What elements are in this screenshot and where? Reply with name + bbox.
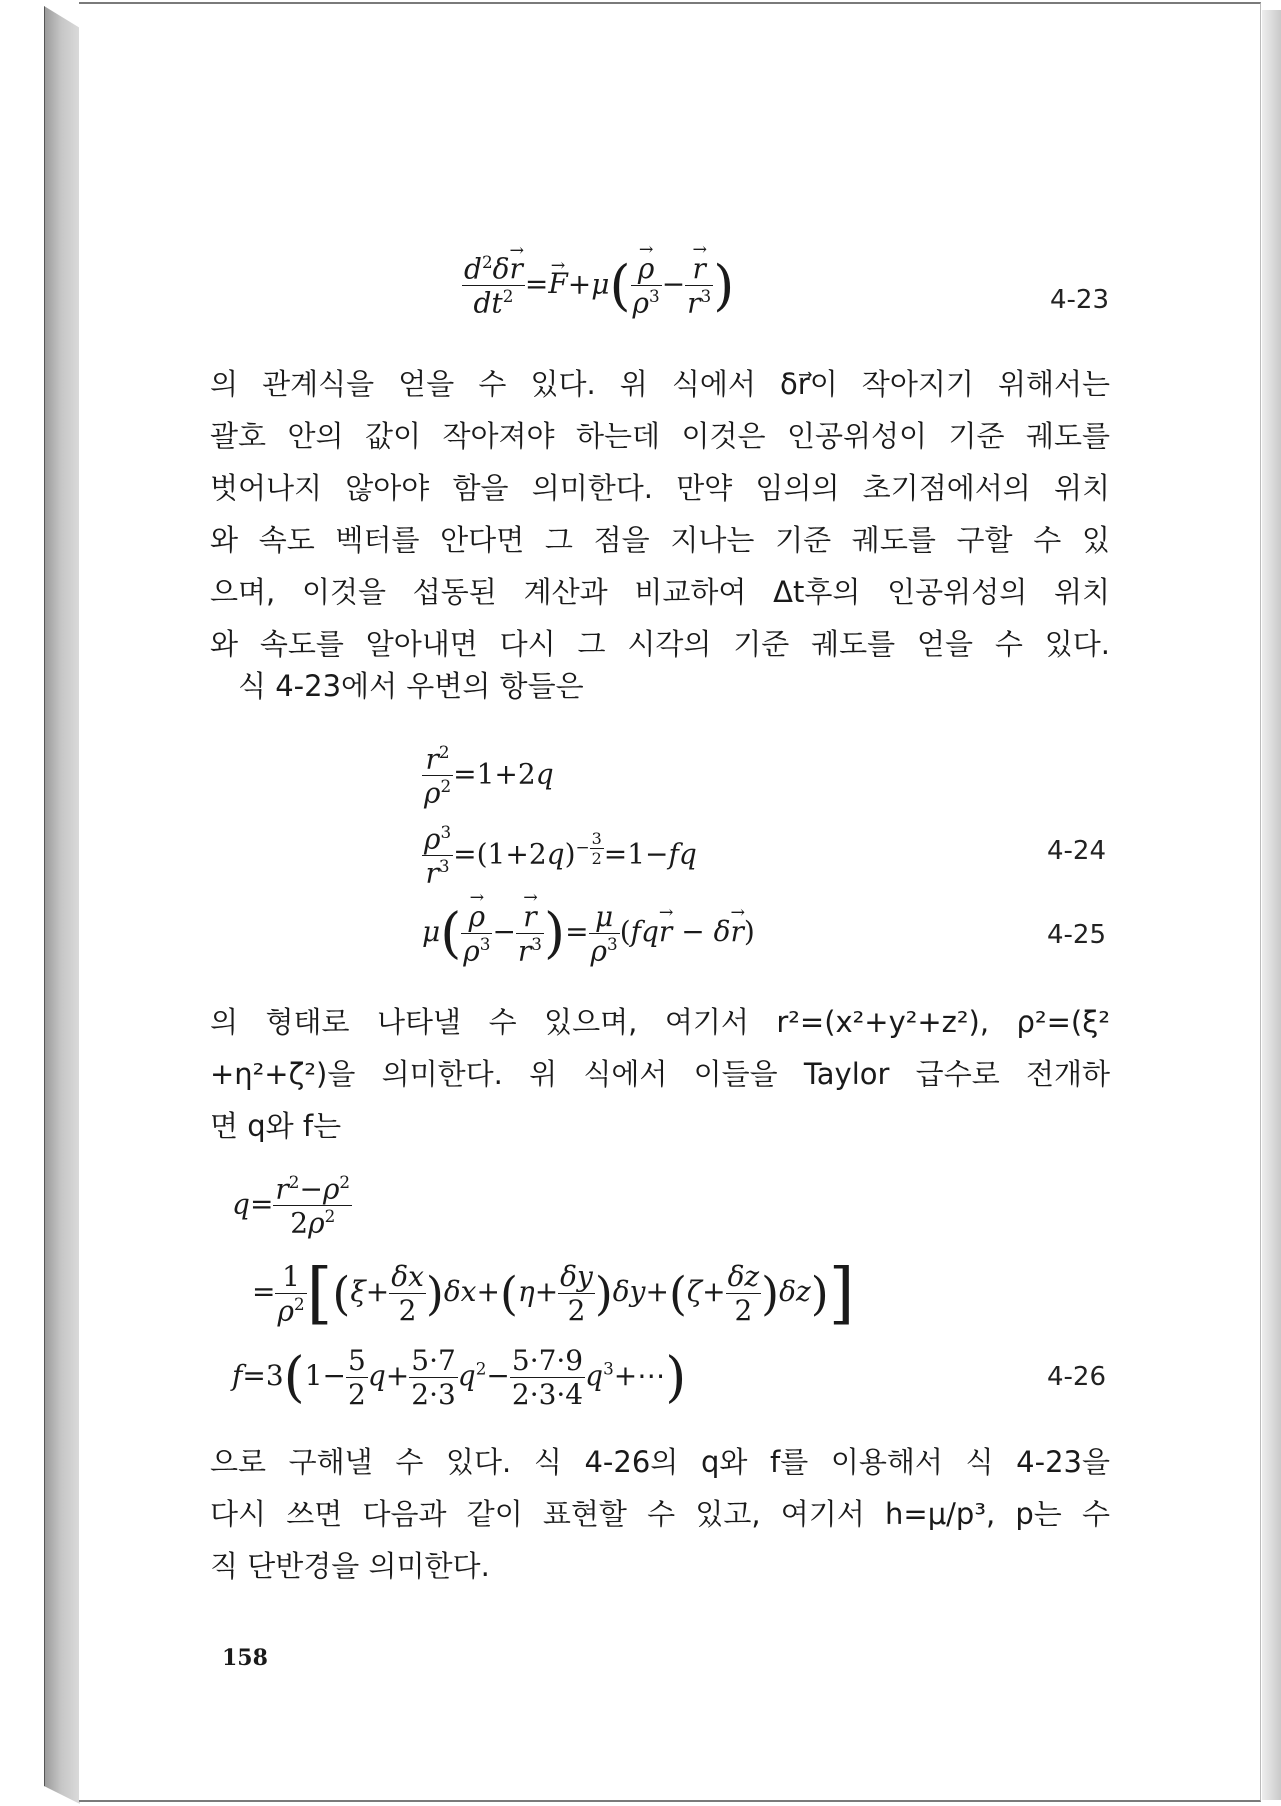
equation-4-23: $\frac{d^2\delta\to r}{dt^2}$ =→ F+μ( → $\frac{\rho}{\rho^3}$ − → $\frac{r}{r^3}$ ) [462, 252, 734, 320]
text-line: +η²+ζ²)을 의미한다. 위 식에서 이들을 Taylor 급수로 전개하 [210, 1057, 1110, 1091]
text-line: 의 형태로 나타낼 수 있으며, 여기서 r²=(x²+y²+z²), ρ²=(ξ² [210, 1005, 1110, 1039]
equation-number: 4-26 [1047, 1362, 1107, 1392]
equation-q-definition: q= $\frac{r^2-\rho^2}{2\rho^2}$ [232, 1172, 351, 1240]
equation-number: 4-25 [1047, 920, 1107, 950]
text-line: 직 단반경을 의미한다. [210, 1549, 490, 1583]
equation-number: 4-23 [1050, 285, 1110, 315]
equation-4-25: μ( → $\frac{\rho}{\rho^3}$ − → $\frac{r}{r^3}$ )= $\frac{\mu}{\rho^3}$ (fq→ r − δ→ r) [422, 900, 755, 967]
equation-4-26: f=3(1− $\frac{5}{2}$ q+ $\frac{5\cdot 7}{2\cdot 3}$ $q^2-$ $\frac{5\cdot 7\cdot 9}{2\cdot 3\cdot 4}$ $q^3+\cdots$) [232, 1344, 687, 1411]
equation-q-expansion: = $\frac{1}{\rho^2}$ [(ξ+ $\frac{\delta x}{2}$ )δx+(η+ $\frac{\delta y}{2}$ )δy+(ζ+ $\frac{\delta z}{2}$ )δz)] [252, 1254, 855, 1332]
text-line: 와 속도 벡터를 안다면 그 점을 지나는 기준 궤도를 구할 수 있 [210, 523, 1110, 557]
paragraph-2 [238, 660, 1138, 712]
book-edge-shadow [1262, 10, 1281, 1800]
text-line: 으로 구해낼 수 있다. 식 4-26의 q와 f를 이용해서 식 4-23을 [210, 1445, 1110, 1479]
text-line: 식 4-23에서 우변의 항들은 [238, 669, 584, 703]
equation-r-rho-ratio: $\frac{r^2}{\rho^2}$ =1+2q [424, 742, 554, 810]
equation-4-24: $\frac{\rho^3}{r^3}$ $=(1+2q)^{- \frac{3}{2}}$ =1−fq [424, 822, 697, 890]
text-line: 괄호 안의 값이 작아져야 하는데 이것은 인공위성이 기준 궤도를 [210, 419, 1110, 453]
text-line: 의 관계식을 얻을 수 있다. 위 식에서 δr⃗이 작아지기 위해서는 [210, 367, 1110, 401]
text-line: 벗어나지 않아야 함을 의미한다. 만약 임의의 초기점에서의 위치 [210, 471, 1110, 505]
page-number: 158 [222, 1645, 268, 1671]
text-line: 와 속도를 알아내면 다시 그 시각의 기준 궤도를 얻을 수 있다. [210, 627, 1110, 661]
book-spine [44, 6, 81, 1804]
text-line: 면 q와 f는 [210, 1109, 342, 1143]
text-line: 다시 쓰면 다음과 같이 표현할 수 있고, 여기서 h=μ/p³, p는 수 [210, 1497, 1110, 1531]
paragraph-4 [210, 1436, 1110, 1592]
paragraph-1 [210, 358, 1110, 670]
equation-number: 4-24 [1047, 836, 1107, 866]
text-line: 으며, 이것을 섭동된 계산과 비교하여 Δt후의 인공위성의 위치 [210, 575, 1110, 609]
paragraph-3 [210, 996, 1110, 1152]
